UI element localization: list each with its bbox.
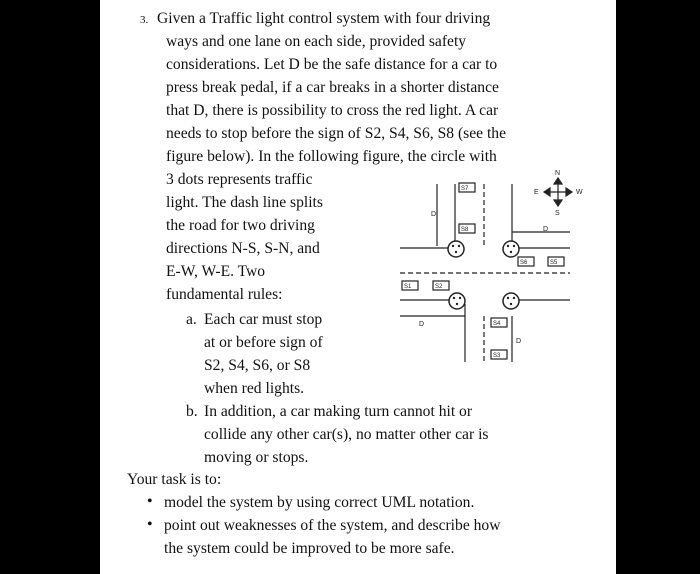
sign-s1	[402, 281, 418, 290]
traffic-light-icon	[448, 241, 464, 257]
compass-e-label: E	[534, 189, 539, 196]
sign-s6	[518, 257, 534, 266]
compass-w-label: W	[576, 189, 583, 196]
bullet-line: the system could be improved to be more safe.	[164, 540, 455, 557]
distance-label: D	[431, 211, 437, 218]
intro-line: that D, there is possibility to cross the red light. A car	[166, 102, 499, 119]
svg-text:S6: S6	[520, 260, 528, 266]
side-line: 3 dots represents traffic	[166, 171, 313, 188]
bullet-marker: •	[147, 516, 153, 533]
rule-a-marker: a.	[186, 311, 197, 328]
distance-label: D	[516, 338, 522, 345]
compass-n-label: N	[555, 170, 561, 177]
sign-s8	[459, 224, 475, 233]
intro-line: press break pedal, if a car breaks in a shorter distance	[166, 79, 499, 96]
svg-text:S2: S2	[435, 284, 443, 290]
svg-text:S1: S1	[404, 284, 412, 290]
sign-s4	[491, 318, 507, 327]
rule-b-marker: b.	[186, 403, 198, 420]
svg-text:S5: S5	[550, 260, 558, 266]
bullet-line: point out weaknesses of the system, and describe how	[164, 517, 501, 534]
intro-line: needs to stop before the sign of S2, S4, S6, S8 (see the	[166, 125, 506, 142]
side-line: the road for two driving	[166, 217, 315, 234]
rule-a-line: when red lights.	[204, 380, 305, 397]
sign-s5	[548, 257, 564, 266]
rule-b-line: In addition, a car making turn cannot hit or	[204, 403, 473, 420]
task-heading: Your task is to:	[127, 471, 222, 488]
svg-text:S8: S8	[461, 227, 469, 233]
rule-a-line: S2, S4, S6, or S8	[204, 357, 311, 374]
rule-a-line: at or before sign of	[204, 334, 323, 351]
rule-b-line: moving or stops.	[204, 449, 309, 466]
traffic-light-icon	[503, 241, 519, 257]
divider-lines	[400, 184, 570, 362]
sign-s7	[459, 183, 475, 192]
bullet-line: model the system by using correct UML notation.	[164, 494, 475, 511]
compass-icon	[534, 170, 583, 217]
intro-line: Given a Traffic light control system with four driving	[157, 10, 491, 27]
sign-s3	[491, 350, 507, 359]
bullet-marker: •	[147, 493, 153, 510]
svg-text:S4: S4	[493, 321, 501, 327]
svg-text:S7: S7	[461, 186, 469, 192]
side-line: light. The dash line splits	[166, 194, 323, 211]
intersection-figure	[100, 0, 616, 574]
rule-a-line: Each car must stop	[204, 311, 323, 328]
sign-s2	[433, 281, 449, 290]
side-line: directions N-S, S-N, and	[166, 240, 320, 257]
problem-number: 3.	[140, 14, 149, 26]
rule-b-line: collide any other car(s), no matter other car is	[204, 426, 489, 443]
compass-s-label: S	[555, 210, 560, 217]
distance-label: D	[419, 321, 425, 328]
distance-label: D	[543, 226, 549, 233]
intro-line: figure below). In the following figure, the circle with	[166, 148, 497, 165]
svg-text:S3: S3	[493, 353, 501, 359]
side-line: fundamental rules:	[166, 286, 283, 303]
side-line: E-W, W-E. Two	[166, 263, 266, 280]
traffic-light-icon	[449, 293, 465, 309]
traffic-light-icon	[503, 293, 519, 309]
intro-line: considerations. Let D be the safe distance for a car to	[166, 56, 498, 73]
intro-line: ways and one lane on each side, provided safety	[166, 33, 467, 50]
document-page	[100, 0, 616, 574]
